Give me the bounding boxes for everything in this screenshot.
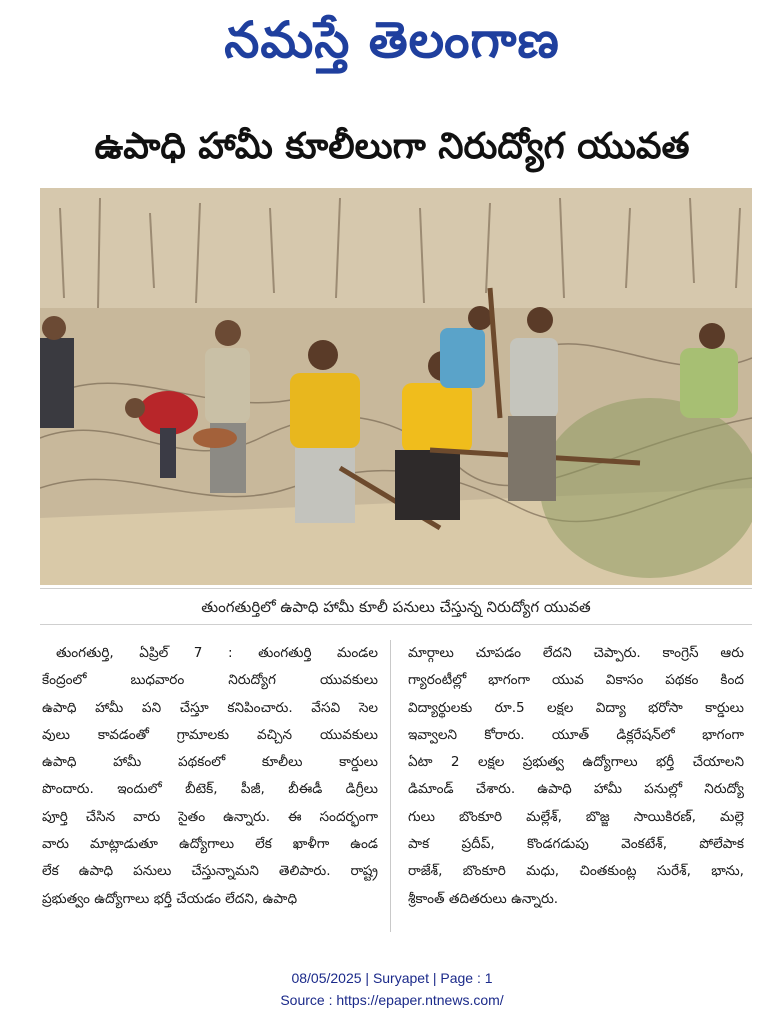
footer-source-line: Source : https://epaper.ntnews.com/ xyxy=(280,992,504,1008)
article-line: ఇవ్వాలని కోరారు. యూత్ డిక్లరేషన్‌లో భాగంగా xyxy=(408,726,744,743)
column-divider xyxy=(390,640,391,932)
article-line: ఉపాధి హామీ పని చేస్తూ కనిపించారు. వేసవి సెల xyxy=(42,699,378,716)
article-line: రాజేశ్, బొంకూరి మధు, చింతకుంట్ల సురేశ్, భాను, xyxy=(408,863,744,880)
article-line: శ్రీకాంత్ తదితరులు ఉన్నారు. xyxy=(408,890,559,907)
article-line: ప్రభుత్వం ఉద్యోగాలు భర్తీ చేయడం లేదని, ఉపాధి xyxy=(42,890,298,907)
caption-bottom-rule xyxy=(40,624,752,625)
article-line: మార్గాలు చూపడం లేదని చెప్పారు. కాంగ్రెస్ ఆరు xyxy=(408,645,744,661)
article-line: లేక ఉపాధి పనులు చేస్తున్నామని తెలిపారు. రాష్ట్ర xyxy=(42,863,378,880)
article-line: గులు బొంకూరి మల్లేశ్, బొజ్జ సాయికిరణ్, మల్లె xyxy=(408,808,744,825)
article-line: పొందారు. ఇందులో బీటెక్, పీజీ, బీఈడీ డిగ్రీలు xyxy=(42,781,378,798)
footer-date-line: 08/05/2025 | Suryapet | Page : 1 xyxy=(291,970,493,986)
caption-top-rule xyxy=(40,588,752,589)
photo-caption: తుంగతుర్తిలో ఉపాధి హామీ కూలీ పనులు చేస్తున్న నిరుద్యోగ యువత xyxy=(201,598,591,616)
article-line: ఏటా 2 లక్షల ప్రభుత్వ ఉద్యోగాలు భర్తీ చేయాలని xyxy=(408,754,744,771)
article-column-left xyxy=(42,640,378,930)
article-line: వులు కావడంతో గ్రామాలకు వచ్చిన యువకులు xyxy=(42,726,378,743)
article-column-right xyxy=(408,640,744,930)
article-line: తుంగతుర్తి, ఏప్రిల్ 7 : తుంగతుర్తి మండల xyxy=(56,645,378,661)
article-headline: ఉపాధి హామీ కూలీలుగా నిరుద్యోగ యువత xyxy=(94,126,690,167)
article-line: పూర్తి చేసిన వారు సైతం ఉన్నారు. ఈ సందర్భంగా xyxy=(42,808,378,825)
article-line: డిమాండ్ చేశారు. ఉపాధి హామీ పనుల్లో నిరుద్యో xyxy=(408,781,744,798)
article-line: పాక ప్రదీప్, కొండగడుపు వెంకటేశ్, పోలేపాక xyxy=(408,836,744,853)
article-line: వారు మాట్లాడుతూ ఉద్యోగాలు లేక ఖాళీగా ఉండ xyxy=(42,836,378,853)
masthead-logo: నమస్తే తెలంగాణ xyxy=(224,11,560,69)
photo-illustration xyxy=(40,188,752,585)
article-line: విద్యార్థులకు రూ.5 లక్షల విద్యా భరోసా కార్డులు xyxy=(408,699,744,716)
article-photo xyxy=(40,188,752,585)
article-line: కేంద్రంలో బుధవారం నిరుద్యోగ యువకులు xyxy=(42,672,378,689)
article-line: గ్యారంటీల్లో భాగంగా యువ వికాసం పథకం కింద xyxy=(408,672,744,689)
article-line: ఉపాధి హామీ పథకంలో కూలీలు కార్డులు xyxy=(42,754,378,771)
